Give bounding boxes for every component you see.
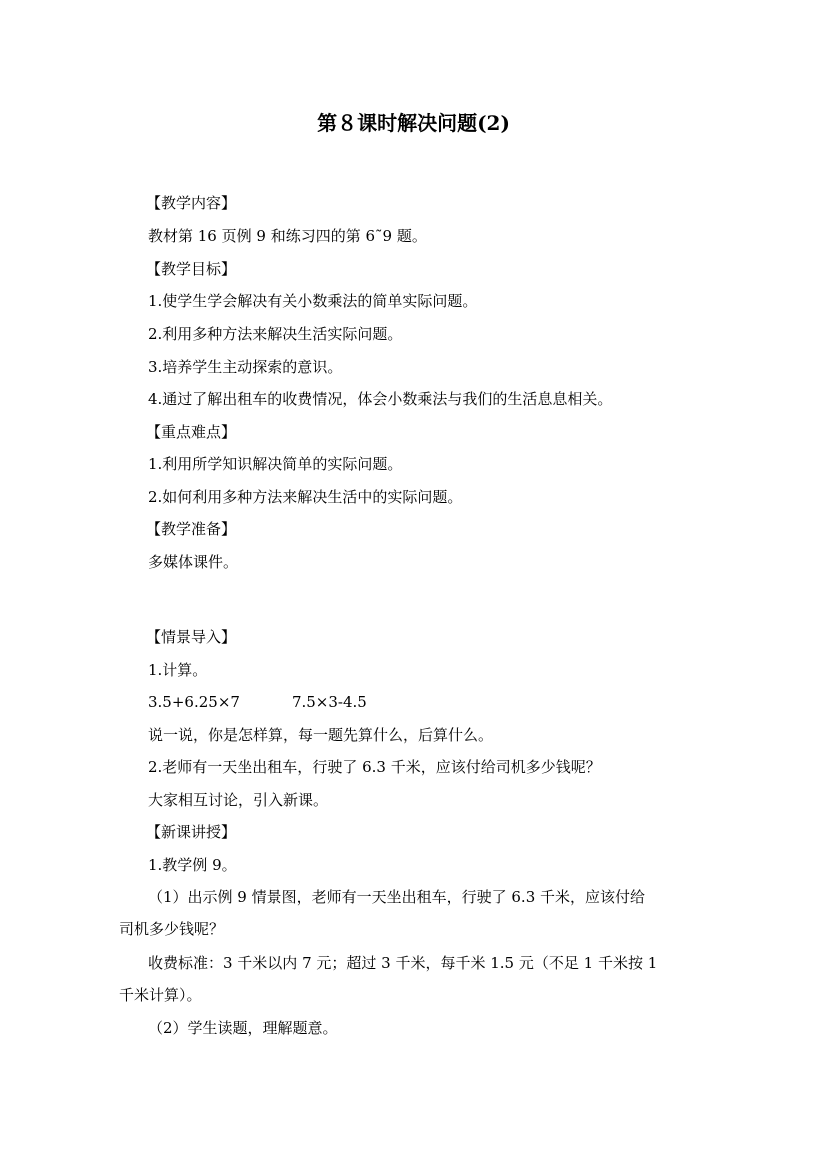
key-heading: 【重点难点】 — [146, 423, 237, 441]
new-lesson-heading: 【新课讲授】 — [146, 823, 237, 841]
goal-item: 3.培养学生主动探索的意识。 — [148, 358, 343, 376]
intro-calc-label: 1.计算。 — [148, 661, 208, 679]
key-point-item: 2.如何利用多种方法来解决生活中的实际问题。 — [148, 488, 463, 506]
fee-standard: 千米计算）。 — [119, 986, 202, 1004]
goal-item: 1.使学生学会解决有关小数乘法的简单实际问题。 — [148, 292, 478, 310]
intro-calc-expressions — [148, 691, 367, 713]
new-lesson-item: 1.教学例 9。 — [148, 856, 237, 874]
prep-heading: 【教学准备】 — [146, 520, 237, 538]
content-heading: 【教学内容】 — [146, 194, 237, 212]
calc-expression: 3.5+6.25×7 — [148, 693, 240, 711]
intro-discuss: 大家相互讨论，引入新课。 — [148, 791, 329, 809]
key-point-item: 1.利用所学知识解决简单的实际问题。 — [148, 455, 403, 473]
intro-say: 说一说，你是怎样算，每一题先算什么，后算什么。 — [148, 726, 494, 744]
goal-item: 2.利用多种方法来解决生活实际问题。 — [148, 325, 403, 343]
calc-expression: 7.5×3-4.5 — [291, 693, 367, 711]
prep-text: 多媒体课件。 — [148, 553, 239, 571]
goals-heading: 【教学目标】 — [146, 260, 237, 278]
goal-item: 4.通过了解出租车的收费情况，体会小数乘法与我们的生活息息相关。 — [148, 390, 613, 408]
new-lesson-paragraph: 司机多少钱呢？ — [119, 920, 225, 938]
intro-question: 2.老师有一天坐出租车，行驶了 6.3 千米，应该付给司机多少钱呢？ — [148, 758, 601, 776]
page-title: 第８课时解决问题(2) — [317, 111, 510, 135]
content-text: 教材第 16 页例 9 和练习四的第 6˜9 题。 — [148, 227, 427, 245]
fee-standard: 收费标准：3 千米以内 7 元；超过 3 千米，每千米 1.5 元（不足 1 千米按 1 — [148, 954, 658, 972]
new-lesson-paragraph: （2）学生读题，理解题意。 — [148, 1019, 338, 1037]
new-lesson-paragraph: （1）出示例 9 情景图，老师有一天坐出租车，行驶了 6.3 千米，应该付给 — [148, 888, 646, 906]
intro-heading: 【情景导入】 — [146, 628, 237, 646]
